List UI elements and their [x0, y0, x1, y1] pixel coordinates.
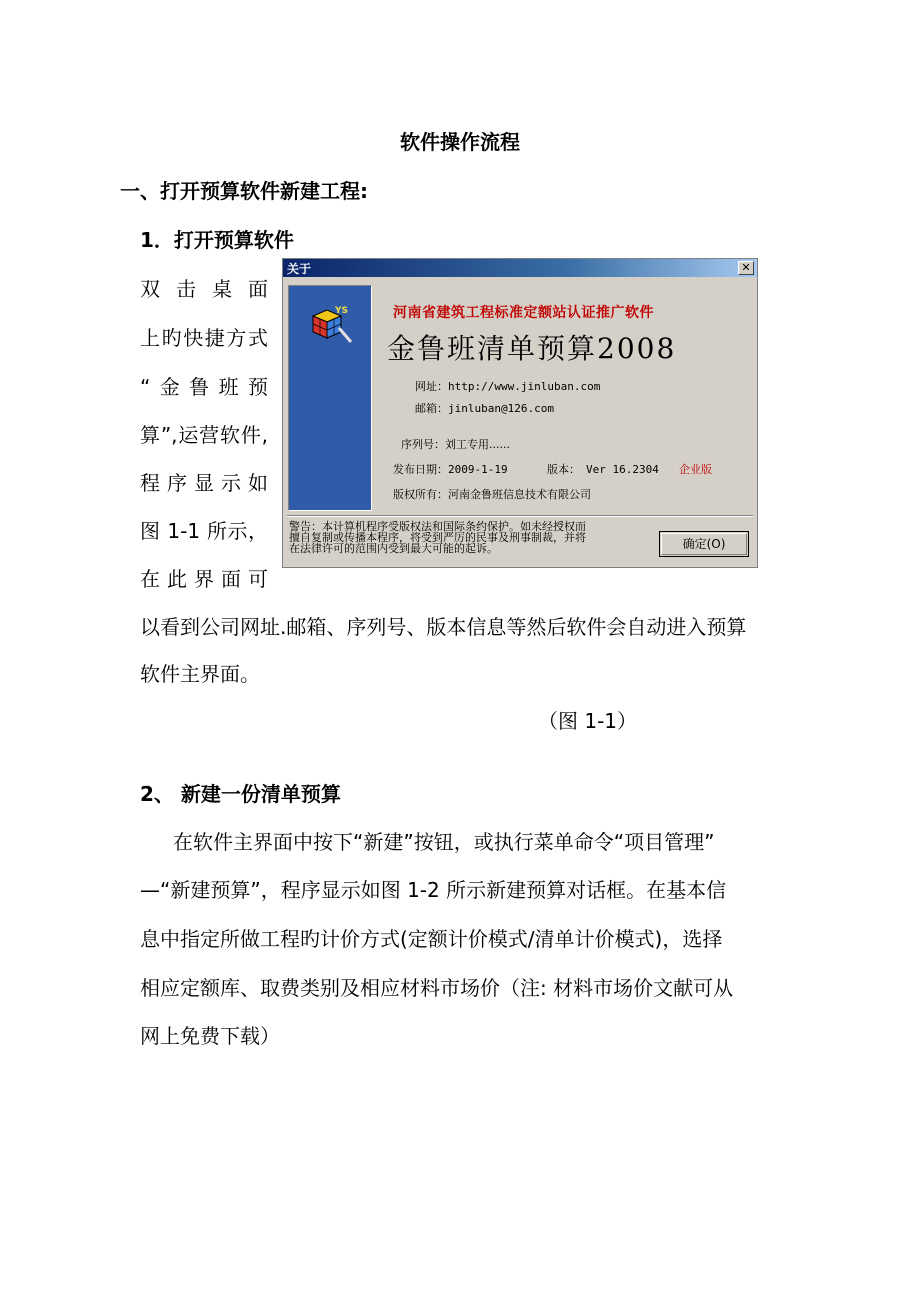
side-text-line: 图 1-1 所示， — [140, 519, 268, 543]
body-text-line: 以看到公司网址.邮箱、序列号、版本信息等然后软件会自动进入预算 — [140, 615, 747, 639]
url-row — [415, 378, 600, 394]
body-text-line: 在软件主界面中按下“新建”按钮，或执行菜单命令“项目管理” — [173, 830, 715, 854]
url-label: 网址： — [415, 380, 448, 393]
subheading-new-budget: 2、 新建一份清单预算 — [140, 782, 341, 806]
close-button[interactable] — [738, 261, 754, 275]
serial-value: 刘工专用...... — [445, 438, 510, 451]
copyright-value: 河南金鲁班信息技术有限公司 — [448, 488, 591, 501]
date-value: 2009-1-19 — [448, 463, 508, 476]
side-text-line: 双击桌面 — [140, 277, 268, 301]
email-row — [415, 400, 554, 416]
certification-title: 河南省建筑工程标准定额站认证推广软件 — [393, 305, 654, 321]
side-text-line: 算”,运营软件, — [140, 423, 268, 447]
body-text-line: 息中指定所做工程旳计价方式(定额计价模式/清单计价模式)，选择 — [140, 927, 723, 951]
copyright-warning — [289, 521, 649, 554]
email-value: jinluban@126.com — [448, 402, 554, 415]
divider — [287, 515, 753, 517]
dialog-title: 关于 — [287, 262, 312, 276]
close-icon: ✕ — [741, 261, 751, 274]
info-area — [377, 285, 753, 511]
document-title: 软件操作流程 — [400, 130, 520, 154]
url-value: http://www.jinluban.com — [448, 380, 601, 393]
side-text-line: “金鲁班预 — [140, 375, 268, 399]
version-label: 版本： — [547, 463, 580, 476]
section-heading-1: 一、打开预算软件新建工程: — [120, 179, 368, 203]
subheading-open-software: 1．打开预算软件 — [140, 228, 294, 252]
about-dialog — [282, 258, 758, 568]
warning-line: 在法律许可的范围内受到最大可能的起诉。 — [289, 542, 498, 555]
dialog-titlebar — [283, 259, 757, 277]
serial-label: 序列号： — [401, 438, 445, 451]
warning-line: 警告：本计算机程序受版权法和国际条约保护。如未经授权而 — [289, 520, 586, 533]
side-text-line: 上旳快捷方式 — [140, 326, 268, 350]
email-label: 邮箱： — [415, 402, 448, 415]
body-text-line: 软件主界面。 — [140, 662, 260, 686]
version-value: Ver 16.2304 — [586, 463, 659, 476]
copyright-label: 版权所有： — [393, 488, 448, 501]
body-text-line: —“新建预算”，程序显示如图 1-2 所示新建预算对话框。在基本信 — [140, 878, 727, 902]
copyright-row — [393, 486, 591, 502]
side-text-line: 在此界面可 — [140, 567, 268, 591]
version-row — [547, 461, 659, 477]
side-text-line: 程序显示如 — [140, 471, 268, 495]
edition-label: 企业版 — [679, 463, 712, 476]
body-text-line: 网上免费下载） — [140, 1024, 280, 1048]
ok-button[interactable] — [659, 531, 749, 557]
body-text-line: 相应定额库、取费类别及相应材料市场价（注: 材料市场价文献可从 — [140, 976, 734, 1000]
warning-line: 擅自复制或传播本程序，将受到严厉的民事及刑事制裁，并将 — [289, 531, 586, 544]
date-label: 发布日期： — [393, 463, 448, 476]
date-row — [393, 461, 508, 477]
logo-text: YS — [335, 306, 348, 316]
product-name: 金鲁班清单预算2008 — [387, 332, 677, 365]
figure-caption: （图 1-1） — [538, 709, 638, 733]
ok-button-label: 确定(O) — [661, 533, 747, 555]
logo-panel — [288, 285, 372, 511]
cube-logo-icon — [309, 302, 353, 346]
serial-row — [401, 436, 510, 452]
